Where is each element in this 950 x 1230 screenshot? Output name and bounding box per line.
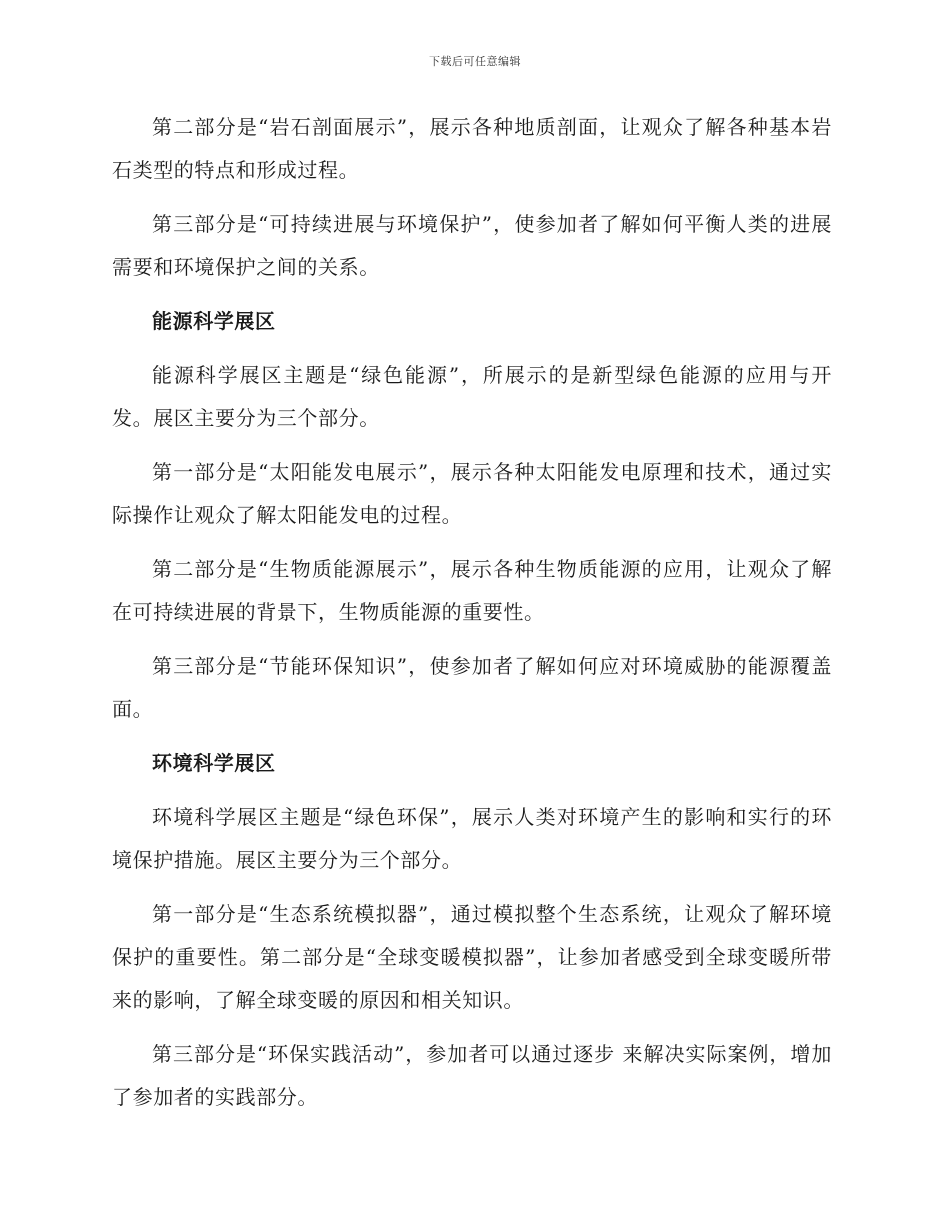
heading-environment-science-zone: 环境科学展区 bbox=[152, 751, 276, 775]
paragraph-environment-theme: 环境科学展区主题是“绿色环保”，展示人类对环境产生的影响和实行的环境保护措施。展区主要分为三个部分。 bbox=[112, 805, 832, 872]
paragraph-energy-saving: 第三部分是“节能环保知识”，使参加者了解如何应对环境威胁的能源覆盖面。 bbox=[112, 654, 832, 721]
heading-energy-science-zone: 能源科学展区 bbox=[152, 309, 276, 333]
paragraph-rock-section: 第二部分是“岩石剖面展示”，展示各种地质剖面，让观众了解各种基本岩石类型的特点和形成过程。 bbox=[112, 115, 832, 182]
paragraph-biomass-energy: 第二部分是“生物质能源展示”，展示各种生物质能源的应用，让观众了解在可持续进展的背景下，生物质能源的重要性。 bbox=[112, 557, 832, 624]
paragraph-sustainability: 第三部分是“可持续进展与环境保护”，使参加者了解如何平衡人类的进展需要和环境保护之间的关系。 bbox=[112, 212, 832, 279]
paragraph-ecosystem-simulator: 第一部分是“生态系统模拟器”，通过模拟整个生态系统，让观众了解环境保护的重要性。第二部分是“全球变暖模拟器”，让参加者感受到全球变暖所带来的影响，了解全球变暖的原因和相关知识。 bbox=[112, 902, 832, 1012]
paragraph-energy-theme: 能源科学展区主题是“绿色能源”，所展示的是新型绿色能源的应用与开发。展区主要分为三个部分。 bbox=[112, 363, 832, 430]
paragraph-eco-practice: 第三部分是“环保实践活动”，参加者可以通过逐步 来解决实际案例，增加了参加者的实践部分。 bbox=[112, 1042, 832, 1109]
paragraph-solar-power: 第一部分是“太阳能发电展示”，展示各种太阳能发电原理和技术，通过实际操作让观众了解太阳能发电的过程。 bbox=[112, 460, 832, 527]
document-body bbox=[112, 106, 832, 1130]
page-header: 下载后可任意编辑 bbox=[429, 55, 521, 68]
